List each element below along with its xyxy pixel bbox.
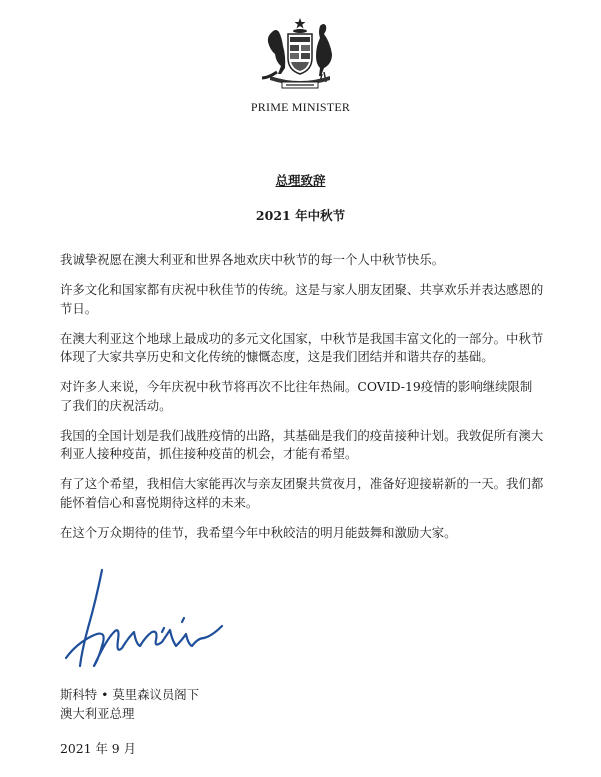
- paragraph: 在这个万众期待的佳节，我希望今年中秋皎洁的明月能鼓舞和激励大家。: [60, 524, 457, 540]
- signatory-name: 斯科特 • 莫里森议员阁下: [60, 687, 200, 702]
- signature-icon: [62, 566, 232, 672]
- signatory: [60, 686, 199, 723]
- letter-date: 2021 年 9 月: [60, 741, 137, 756]
- paragraph: 有了这个希望，我相信大家能再次与亲友团聚共赏夜月，准备好迎接崭新的一天。我们都能怀着信心和喜悦期待这样的未来。: [60, 476, 544, 510]
- message-body: [60, 251, 544, 554]
- paragraph: 对许多人来说，今年庆祝中秋节将再次不比往年热闹。COVID-19疫情的影响继续限制了我们的庆祝活动。: [60, 379, 533, 413]
- message-subtitle: 2021 年中秋节: [255, 208, 346, 223]
- letterhead-office: PRIME MINISTER: [250, 100, 351, 114]
- coat-of-arms-icon: [258, 16, 342, 92]
- message-title: 总理致辞: [275, 173, 326, 188]
- paragraph: 我国的全国计划是我们战胜疫情的出路，其基础是我们的疫苗接种计划。我敦促所有澳大利亚人接种疫苗，抓住接种疫苗的机会，才能有希望。: [60, 427, 544, 461]
- paragraph: 我诚挚祝愿在澳大利亚和世界各地欢庆中秋节的每一个人中秋节快乐。: [60, 252, 445, 267]
- paragraph: 许多文化和国家都有庆祝中秋佳节的传统。这是与家人朋友团聚、共享欢乐并表达感恩的节日。: [60, 282, 544, 316]
- signatory-role: 澳大利亚总理: [60, 705, 135, 721]
- paragraph: 在澳大利亚这个地球上最成功的多元文化国家，中秋节是我国丰富文化的一部分。中秋节体现了大家共享历史和文化传统的慷慨态度，这是我们团结并和谐共存的基础。: [60, 330, 544, 364]
